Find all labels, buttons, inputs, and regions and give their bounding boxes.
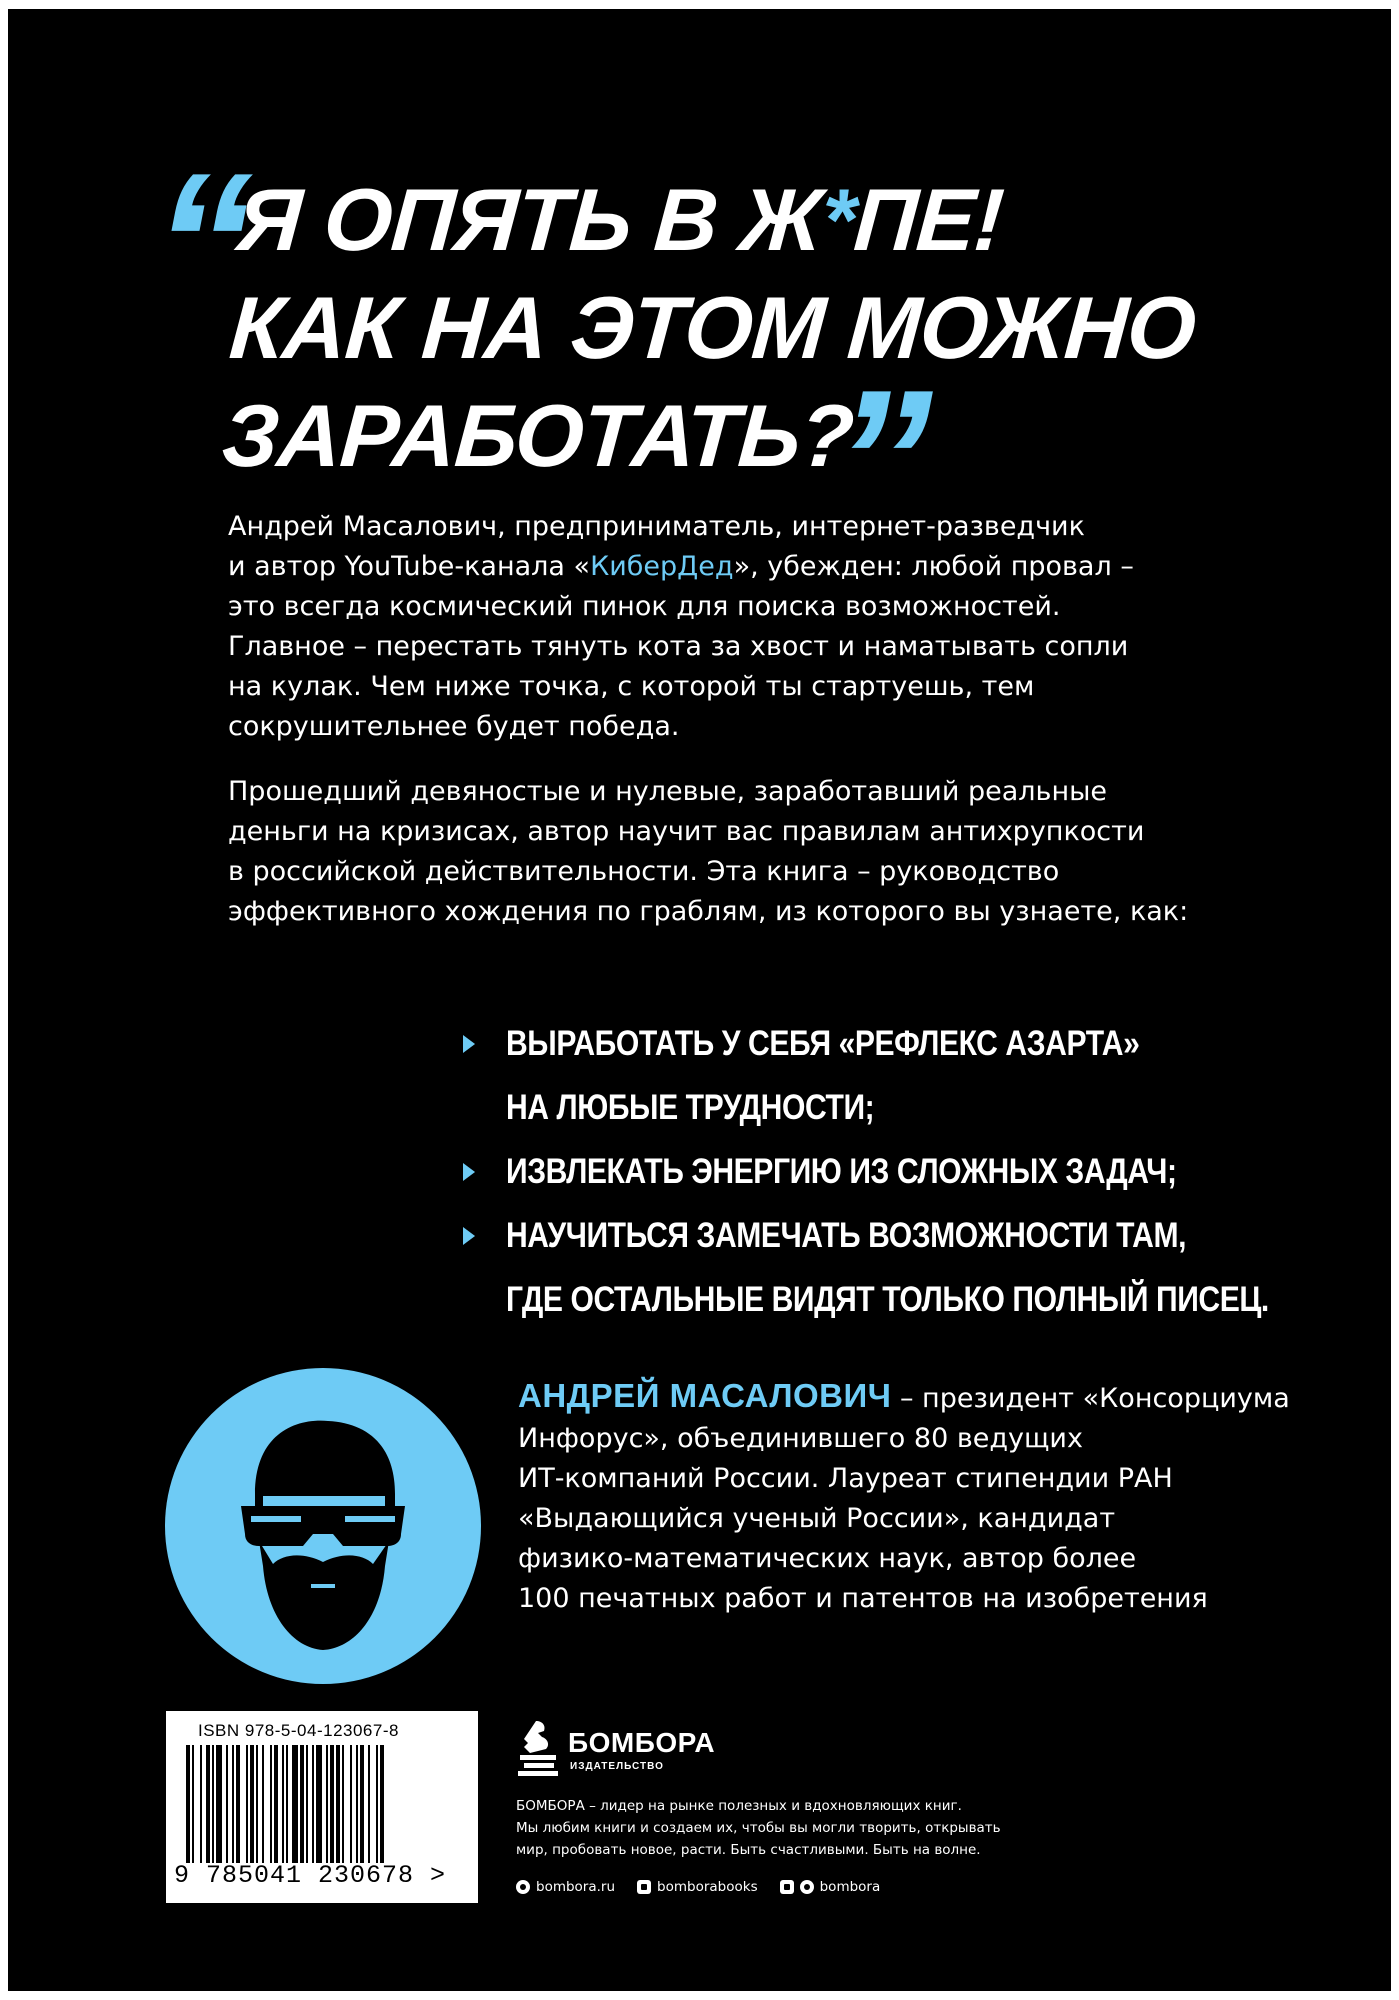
publisher-subtitle: ИЗДАТЕЛЬСТВО	[570, 1761, 664, 1772]
bullet-text: НА ЛЮБЫЕ ТРУДНОСТИ;	[506, 1088, 875, 1127]
bullet-item	[463, 1204, 1269, 1332]
intro-line: сокрушительнее будет победа.	[228, 711, 680, 742]
headline	[219, 166, 1206, 490]
social-vk-label: bomborabooks	[657, 1879, 758, 1895]
bombora-logo-icon	[516, 1717, 560, 1777]
intro-line: на кулак. Чем ниже точка, с которой ты стартуешь, тем	[228, 671, 1035, 702]
isbn-label: ISBN 978-5-04-123067-8	[198, 1721, 399, 1740]
bio-line: 100 печатных работ и патентов на изобретения	[518, 1583, 1208, 1614]
publisher-name: БОМБОРА	[568, 1727, 716, 1758]
vk-icon	[637, 1880, 651, 1894]
channel-name: КиберДед	[590, 551, 734, 582]
intro-text: », убежден: любой провал –	[733, 551, 1134, 582]
bullet-text: ВЫРАБОТАТЬ У СЕБЯ «РЕФЛЕКС АЗАРТА»	[506, 1024, 1140, 1063]
publisher-desc-line: мир, пробовать новое, расти. Быть счастливыми. Быть на волне.	[516, 1842, 981, 1858]
barcode-digits: 9 785041 230678 >	[174, 1861, 447, 1890]
bullet-item	[463, 1140, 1269, 1204]
body-line: деньги на кризисах, автор научит вас правилам антихрупкости	[228, 816, 1145, 847]
headline-line-2: КАК НА ЭТОМ МОЖНО	[226, 278, 1199, 377]
social-telegram[interactable]	[780, 1879, 881, 1895]
bullet-text: НАУЧИТЬСЯ ЗАМЕЧАТЬ ВОЗМОЖНОСТИ ТАМ,	[506, 1216, 1187, 1255]
bio-text: – президент «Консорциума	[891, 1383, 1290, 1414]
close-quote-mark: ”	[833, 349, 933, 572]
bio-line: Инфорус», объединившего 80 ведущих	[518, 1423, 1083, 1454]
bullet-item	[463, 1012, 1269, 1140]
bullet-list	[463, 1012, 1391, 1332]
headline-asterisk: *	[817, 170, 858, 269]
intro-line: Главное – перестать тянуть кота за хвост и наматывать сопли	[228, 631, 1129, 662]
headline-line-3: ЗАРАБОТАТЬ?	[219, 386, 857, 485]
barcode-block	[166, 1711, 478, 1903]
body-line: Прошедший девяностые и нулевые, заработавший реальные	[228, 776, 1108, 807]
social-site[interactable]	[516, 1879, 615, 1895]
social-site-label: bombora.ru	[536, 1879, 616, 1895]
open-quote-mark: “	[153, 132, 253, 355]
triangle-bullet-icon	[463, 1163, 475, 1181]
publisher-description	[516, 1795, 1001, 1861]
intro-paragraph	[228, 507, 1228, 747]
telegram-icon	[800, 1880, 814, 1894]
author-bio	[518, 1376, 1290, 1619]
intro-line: это всегда космический пинок для поиска возможностей.	[228, 591, 1061, 622]
intro-line: Андрей Масалович, предприниматель, интернет-разведчик	[228, 511, 1085, 542]
bullet-text: ИЗВЛЕКАТЬ ЭНЕРГИЮ ИЗ СЛОЖНЫХ ЗАДАЧ;	[506, 1152, 1177, 1191]
publisher-desc-line: БОМБОРА – лидер на рынке полезных и вдохновляющих книг.	[516, 1798, 962, 1814]
bullet-text: ГДЕ ОСТАЛЬНЫЕ ВИДЯТ ТОЛЬКО ПОЛНЫЙ ПИСЕЦ.	[506, 1280, 1269, 1319]
author-avatar-icon	[163, 1366, 483, 1686]
intro-text: и автор YouTube-канала «	[228, 551, 591, 582]
social-telegram-label: bombora	[819, 1879, 881, 1895]
triangle-bullet-icon	[463, 1035, 475, 1053]
body-paragraph	[228, 772, 1228, 932]
publisher-desc-line: Мы любим книги и создаем их, чтобы вы могли творить, открывать	[516, 1820, 1001, 1836]
social-links	[516, 1879, 902, 1895]
headline-line-1	[234, 166, 1206, 274]
plus-icon	[780, 1880, 794, 1894]
author-name: АНДРЕЙ МАСАЛОВИЧ	[518, 1377, 892, 1414]
bio-line	[518, 1376, 1290, 1419]
bio-line: «Выдающийся ученый России», кандидат	[518, 1503, 1116, 1534]
globe-icon	[516, 1880, 530, 1894]
barcode-icon	[186, 1745, 456, 1863]
book-back-cover	[8, 9, 1391, 1991]
social-vk[interactable]	[637, 1879, 758, 1895]
intro-line	[228, 547, 1228, 587]
bio-line: физико-математических наук, автор более	[518, 1543, 1137, 1574]
triangle-bullet-icon	[463, 1227, 475, 1245]
headline-text: ПЕ!	[850, 170, 1007, 269]
bio-line: ИТ-компаний России. Лауреат стипендии РАН	[518, 1463, 1173, 1494]
body-line: в российской действительности. Эта книга – руководство	[228, 856, 1060, 887]
body-line: эффективного хождения по граблям, из которого вы узнаете, как:	[228, 896, 1189, 927]
headline-text: Я ОПЯТЬ В Ж	[234, 170, 825, 269]
